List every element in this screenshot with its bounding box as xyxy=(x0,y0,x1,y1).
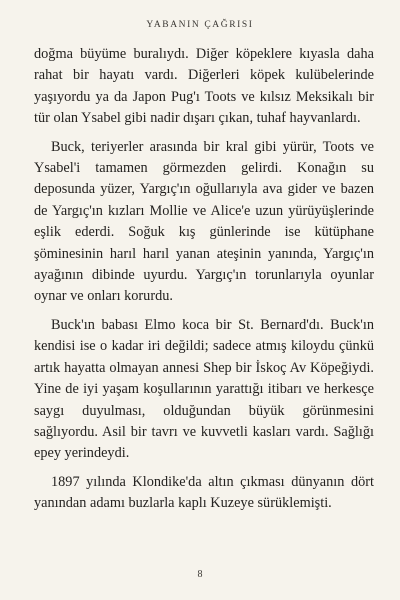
paragraph-2: Buck, teriyerler arasında bir kral gibi yürür, Toots ve Ysabel'i tamamen görmezden gelirdi. Konağın su deposunda yüzer, Yargıç'ın oğullarıyla ava gider ve bazen de Yargıç'ın kızları Mollie ve Alice'e uzun yürüyüşlerinde eşlik ederdi. Soğuk kış günlerinde ise kütüphane şöminesinin harıl harıl yanan ateşinin yanında, Yargıç'ın ayağının dibinde uyurdu. Yargıç'ın torunlarıyla oyunlar oynar ve onları korurdu. xyxy=(34,138,374,305)
paragraph-1: doğma büyüme buralıydı. Diğer köpeklere kıyasla daha rahat bir hayatı vardı. Diğerleri köpek kulübelerinde yaşıyordu ya da Japon Pug'ı Toots ve kılsız Meksikalı bir tür olan Ysabel gibi nadir dışarı çıkan, tuhaf hayvanlardı. xyxy=(34,46,374,127)
page-number: 8 xyxy=(197,569,203,580)
paragraph-3: Buck'ın babası Elmo koca bir St. Bernard'dı. Buck'ın kendisi ise o kadar iri değildi; sadece atmış kiloydu çünkü artık hayatta olmayan annesi Shep bir İskoç Av Köpeğiydi. Yine de iyi yaşam koşullarının yarattığı itibarı ve herkesçe saygı duyulması, olduğundan büyük görünmesini sağlıyordu. Asil bir tavrı ve kuvvetli kasları vardı. Sağlığı epey yerindeydi. xyxy=(34,316,374,462)
running-head: YABANIN ÇAĞRISI xyxy=(146,20,254,30)
paragraph-4: 1897 yılında Klondike'da altın çıkması dünyanın dört yanından adamı buzlarla kaplı Kuzeye sürüklemişti. xyxy=(34,473,374,512)
body-text xyxy=(34,44,374,522)
